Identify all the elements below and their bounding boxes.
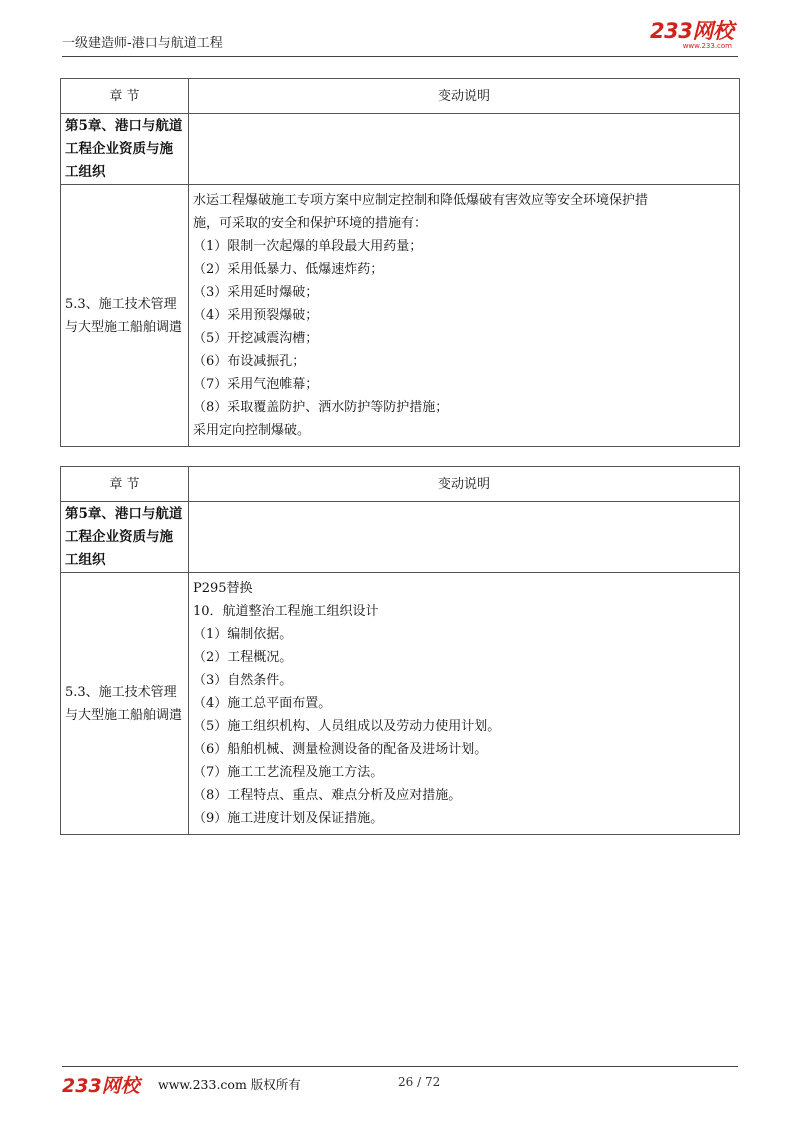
page-footer [62, 1066, 738, 1106]
text-line: （8）工程特点、重点、难点分析及应对措施。 [193, 788, 462, 803]
section-row [61, 573, 740, 835]
chapter-empty-cell [189, 114, 740, 185]
text-line: 采用定向控制爆破。 [193, 423, 311, 438]
text-line: 10．航道整治工程施工组织设计 [193, 604, 379, 619]
text-line: 水运工程爆破施工专项方案中应制定控制和降低爆破有害效应等安全环境保护措 [193, 193, 649, 208]
footer-divider [62, 1066, 738, 1067]
change-table-2 [60, 466, 740, 835]
text-line: （7）采用气泡帷幕； [193, 377, 319, 392]
text-line: （6）船舶机械、测量检测设备的配备及进场计划。 [193, 742, 488, 757]
text-line: （2）工程概况。 [193, 650, 293, 665]
page-number: 26 / 72 [398, 1075, 441, 1089]
change-description [189, 185, 740, 447]
change-table-1 [60, 78, 740, 447]
logo-brand-text: 233网校 [650, 19, 734, 43]
chapter-row [61, 114, 740, 185]
footer-copyright: www.233.com 版权所有 [158, 1077, 301, 1092]
text-line: （9）施工进度计划及保证措施。 [193, 811, 384, 826]
header-title: 一级建造师-港口与航道工程 [62, 36, 223, 51]
text-line: （4）采用预裂爆破； [193, 308, 319, 323]
chapter-title: 第5章、港口与航道工程企业资质与施工组织 [61, 114, 189, 185]
change-description [189, 573, 740, 835]
column-header-change: 变动说明 [189, 467, 740, 502]
text-line: （3）采用延时爆破； [193, 285, 319, 300]
text-line: （5）施工组织机构、人员组成以及劳动力使用计划。 [193, 719, 501, 734]
text-line: （1）限制一次起爆的单段最大用药量； [193, 239, 423, 254]
text-line: 施，可采取的安全和保护环境的措施有： [193, 216, 428, 231]
text-line: （4）施工总平面布置。 [193, 696, 332, 711]
logo-url-text: www.233.com [682, 42, 732, 50]
chapter-row [61, 502, 740, 573]
table-header-row [61, 79, 740, 114]
text-line: P295替换 [193, 581, 253, 596]
column-header-chapter: 章 节 [61, 79, 189, 114]
section-row [61, 185, 740, 447]
section-title: 5.3、施工技术管理与大型施工船舶调遣 [61, 185, 189, 447]
brand-logo [650, 20, 734, 50]
text-line: （2）采用低暴力、低爆速炸药； [193, 262, 384, 277]
text-line: （1）编制依据。 [193, 627, 293, 642]
text-line: （5）开挖减震沟槽； [193, 331, 319, 346]
column-header-change: 变动说明 [189, 79, 740, 114]
table-header-row [61, 467, 740, 502]
page-header [62, 20, 738, 60]
text-line: （3）自然条件。 [193, 673, 293, 688]
header-divider [62, 56, 738, 57]
text-line: （6）布设减振孔； [193, 354, 306, 369]
footer-logo: 233网校 [62, 1075, 140, 1097]
section-title: 5.3、施工技术管理与大型施工船舶调遣 [61, 573, 189, 835]
text-line: （7）施工工艺流程及施工方法。 [193, 765, 384, 780]
chapter-empty-cell [189, 502, 740, 573]
chapter-title: 第5章、港口与航道工程企业资质与施工组织 [61, 502, 189, 573]
column-header-chapter: 章 节 [61, 467, 189, 502]
text-line: （8）采取覆盖防护、洒水防护等防护措施； [193, 400, 449, 415]
